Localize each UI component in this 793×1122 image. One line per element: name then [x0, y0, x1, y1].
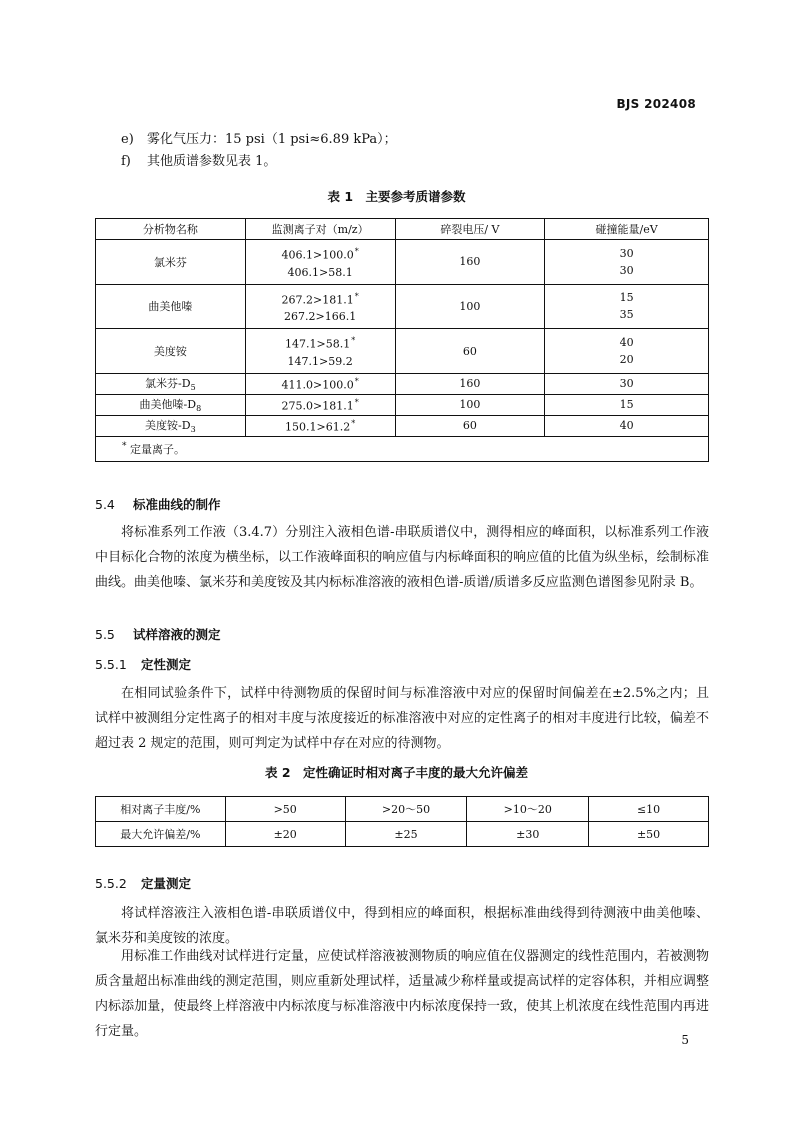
table-row [96, 240, 709, 285]
table-row [96, 329, 709, 374]
analyte-name: 曲美他嗪$-D_8$ [96, 394, 246, 415]
fragment-voltage: 60 [395, 329, 545, 374]
table-row [96, 822, 709, 847]
fragment-voltage: 160 [395, 240, 545, 285]
table-row [96, 415, 709, 436]
list-text: 雾化气压力：15 psi（1 psi≈6.89 kPa）； [147, 132, 397, 147]
list-marker: e) [121, 132, 134, 147]
ion-pairs: 150.1>61.2* [245, 415, 395, 436]
ion-pairs: 275.0>181.1* [245, 394, 395, 415]
table1-caption: 表 1 主要参考质谱参数 [327, 189, 466, 204]
analyte-name: 美度铵$-D_3$ [96, 415, 246, 436]
table-row [96, 373, 709, 394]
collision-energy: 40 20 [545, 329, 709, 374]
fragment-voltage: 100 [395, 394, 545, 415]
section-5-5-2-paragraph-2: 用标准工作曲线对试样进行定量，应使试样溶液被测物质的响应值在仪器测定的线性范围内，若被测物质含量超出标准曲线的测定范围，则应重新处理试样，适量减少称样量或提高试样的定容体积，并相应调整内标添加量，使最终上样溶液中内标浓度与标准溶液中内标浓度保持一致，使其上机浓度在线性范围内再进行定量。 [95, 949, 709, 1039]
page-number: 5 [681, 1033, 689, 1047]
table-header-row [96, 219, 709, 240]
table-row [96, 797, 709, 822]
analyte-name: 氯米芬 [96, 240, 246, 285]
table-cell: ±30 [467, 822, 589, 847]
table-cell: ±25 [345, 822, 467, 847]
fragment-voltage: 160 [395, 373, 545, 394]
ion-pairs: 411.0>100.0* [245, 373, 395, 394]
table-cell: >10～20 [467, 797, 589, 822]
collision-energy: 30 30 [545, 240, 709, 285]
section-5-5-1-paragraph: 在相同试验条件下，试样中待测物质的保留时间与标准溶液中对应的保留时间偏差在±2.5%之内；且试样中被测组分定性离子的相对丰度与浓度接近的标准溶液中对应的定性离子的相对丰度进行比较，偏差不超过表 2 规定的范围，则可判定为试样中存在对应的待测物。 [95, 686, 709, 751]
section-5-4-heading: 5.4 标准曲线的制作 [95, 497, 221, 512]
table-row [96, 284, 709, 329]
section-5-5-heading: 5.5 试样溶液的测定 [95, 627, 221, 642]
ion-pairs: 267.2>181.1* 267.2>166.1 [245, 284, 395, 329]
fragment-voltage: 60 [395, 415, 545, 436]
list-text: 其他质谱参数见表 1。 [147, 154, 277, 169]
section-5-5-2-paragraph-1: 将试样溶液注入液相色谱-串联质谱仪中，得到相应的峰面积，根据标准曲线得到待测液中曲美他嗪、氯米芬和美度铵的浓度。 [95, 906, 709, 946]
col-header-voltage: 碎裂电压/ V [395, 219, 545, 240]
document-code: BJS 202408 [616, 97, 696, 111]
table-cell: >20～50 [345, 797, 467, 822]
col-header-ion-pair: 监测离子对（m/z） [245, 219, 395, 240]
ion-abundance-tolerance-table [95, 796, 709, 847]
section-5-5-2-heading: 5.5.2 定量测定 [95, 876, 192, 891]
table-row [96, 394, 709, 415]
col-header-energy: 碰撞能量/eV [545, 219, 709, 240]
analyte-name: 氯米芬$-D_5$ [96, 373, 246, 394]
ion-pairs: 406.1>100.0* 406.1>58.1 [245, 240, 395, 285]
list-item-e [121, 130, 397, 150]
analyte-name: 美度铵 [96, 329, 246, 374]
table-cell: ±20 [225, 822, 345, 847]
row-label: 相对离子丰度/% [96, 797, 226, 822]
table-footnote: * 定量离子。 [96, 436, 709, 461]
table-note-row [96, 436, 709, 461]
col-header-analyte: 分析物名称 [96, 219, 246, 240]
table-cell: ±50 [589, 822, 709, 847]
ion-pairs: 147.1>58.1* 147.1>59.2 [245, 329, 395, 374]
table-cell: ≤10 [589, 797, 709, 822]
collision-energy: 15 [545, 394, 709, 415]
section-5-5-1-heading: 5.5.1 定性测定 [95, 657, 192, 672]
row-label: 最大允许偏差/% [96, 822, 226, 847]
analyte-name: 曲美他嗪 [96, 284, 246, 329]
collision-energy: 40 [545, 415, 709, 436]
collision-energy: 15 35 [545, 284, 709, 329]
list-item-f [121, 152, 276, 172]
section-5-4-paragraph: 将标准系列工作液（3.4.7）分别注入液相色谱-串联质谱仪中，测得相应的峰面积，以标准系列工作液中目标化合物的浓度为横坐标，以工作液峰面积的响应值与内标峰面积的响应值的比值为纵坐标，绘制标准曲线。曲美他嗪、氯米芬和美度铵及其内标标准溶液的液相色谱-质谱/质谱多反应监测色谱图参见附录 B。 [95, 525, 709, 590]
mass-spec-parameters-table [95, 218, 709, 462]
collision-energy: 30 [545, 373, 709, 394]
table2-caption: 表 2 定性确证时相对离子丰度的最大允许偏差 [264, 765, 529, 780]
list-marker: f) [121, 154, 131, 169]
table-cell: >50 [225, 797, 345, 822]
fragment-voltage: 100 [395, 284, 545, 329]
